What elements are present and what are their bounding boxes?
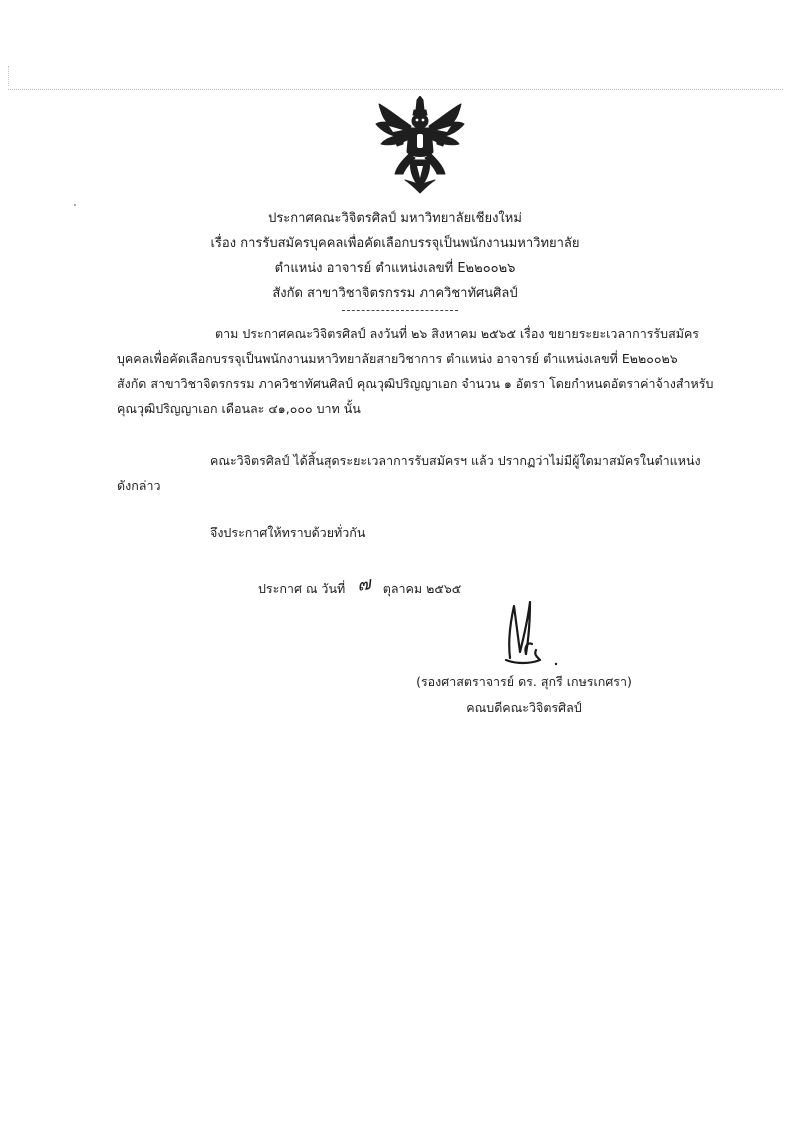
announcement-date xyxy=(258,572,461,601)
garuda-emblem-icon xyxy=(373,96,467,194)
date-month-year: ตุลาคม ๒๕๖๕ xyxy=(382,581,462,596)
signatory-name: (รองศาสตราจารย์ ดร. สุกรี เกษรเกศรา) xyxy=(416,674,632,689)
signatory-position: คณบดีคณะวิจิตรศิลป์ xyxy=(466,700,582,715)
title-line-subject: เรื่อง การรับสมัครบุคคลเพื่อคัดเลือกบรรจุเป็นพนักงานมหาวิทยาลัย xyxy=(210,236,580,251)
date-prefix: ประกาศ ณ วันที่ xyxy=(258,581,346,596)
scan-edge-marks xyxy=(8,66,13,86)
paragraph-1-line-4: คุณวุฒิปริญญาเอก เดือนละ ๔๑,๐๐๐ บาท นั้น xyxy=(117,401,361,416)
title-line-position: ตำแหน่ง อาจารย์ ตำแหน่งเลขที่ E๒๒๐๐๒๖ xyxy=(274,261,516,276)
handwritten-signature xyxy=(496,598,566,670)
paragraph-2-line-1: คณะวิจิตรศิลป์ ได้สิ้นสุดระยะเวลาการรับสมัครฯ แล้ว ปรากฏว่าไม่มีผู้ใดมาสมัครในตำแหน่ง xyxy=(210,453,701,468)
paragraph-1-line-1: ตาม ประกาศคณะวิจิตรศิลป์ ลงวันที่ ๒๖ สิงหาคม ๒๕๖๕ เรื่อง ขยายระยะเวลาการรับสมัคร xyxy=(215,326,700,341)
closing-statement: จึงประกาศให้ทราบด้วยทั่วกัน xyxy=(210,525,366,540)
paragraph-1-line-2: บุคคลเพื่อคัดเลือกบรรจุเป็นพนักงานมหาวิทยาลัยสายวิชาการ ตำแหน่ง อาจารย์ ตำแหน่งเลขที่ E๒๒๐๐๒๖ xyxy=(117,351,678,366)
paragraph-1-line-3: สังกัด สาขาวิชาจิตรกรรม ภาควิชาทัศนศิลป์ คุณวุฒิปริญญาเอก จำนวน ๑ อัตรา โดยกำหนดอัตราค่าจ้างสำหรับ xyxy=(117,376,714,391)
title-line-department: สังกัด สาขาวิชาจิตรกรรม ภาควิชาทัศนศิลป์ xyxy=(272,286,518,301)
scan-speck xyxy=(74,204,76,206)
scan-artifact-line xyxy=(8,89,783,90)
title-divider xyxy=(342,310,458,311)
date-day: ๗ xyxy=(355,573,373,596)
title-line-institution: ประกาศคณะวิจิตรศิลป์ มหาวิทยาลัยเชียงใหม่ xyxy=(268,211,522,226)
paragraph-2-line-2: ดังกล่าว xyxy=(117,478,161,493)
